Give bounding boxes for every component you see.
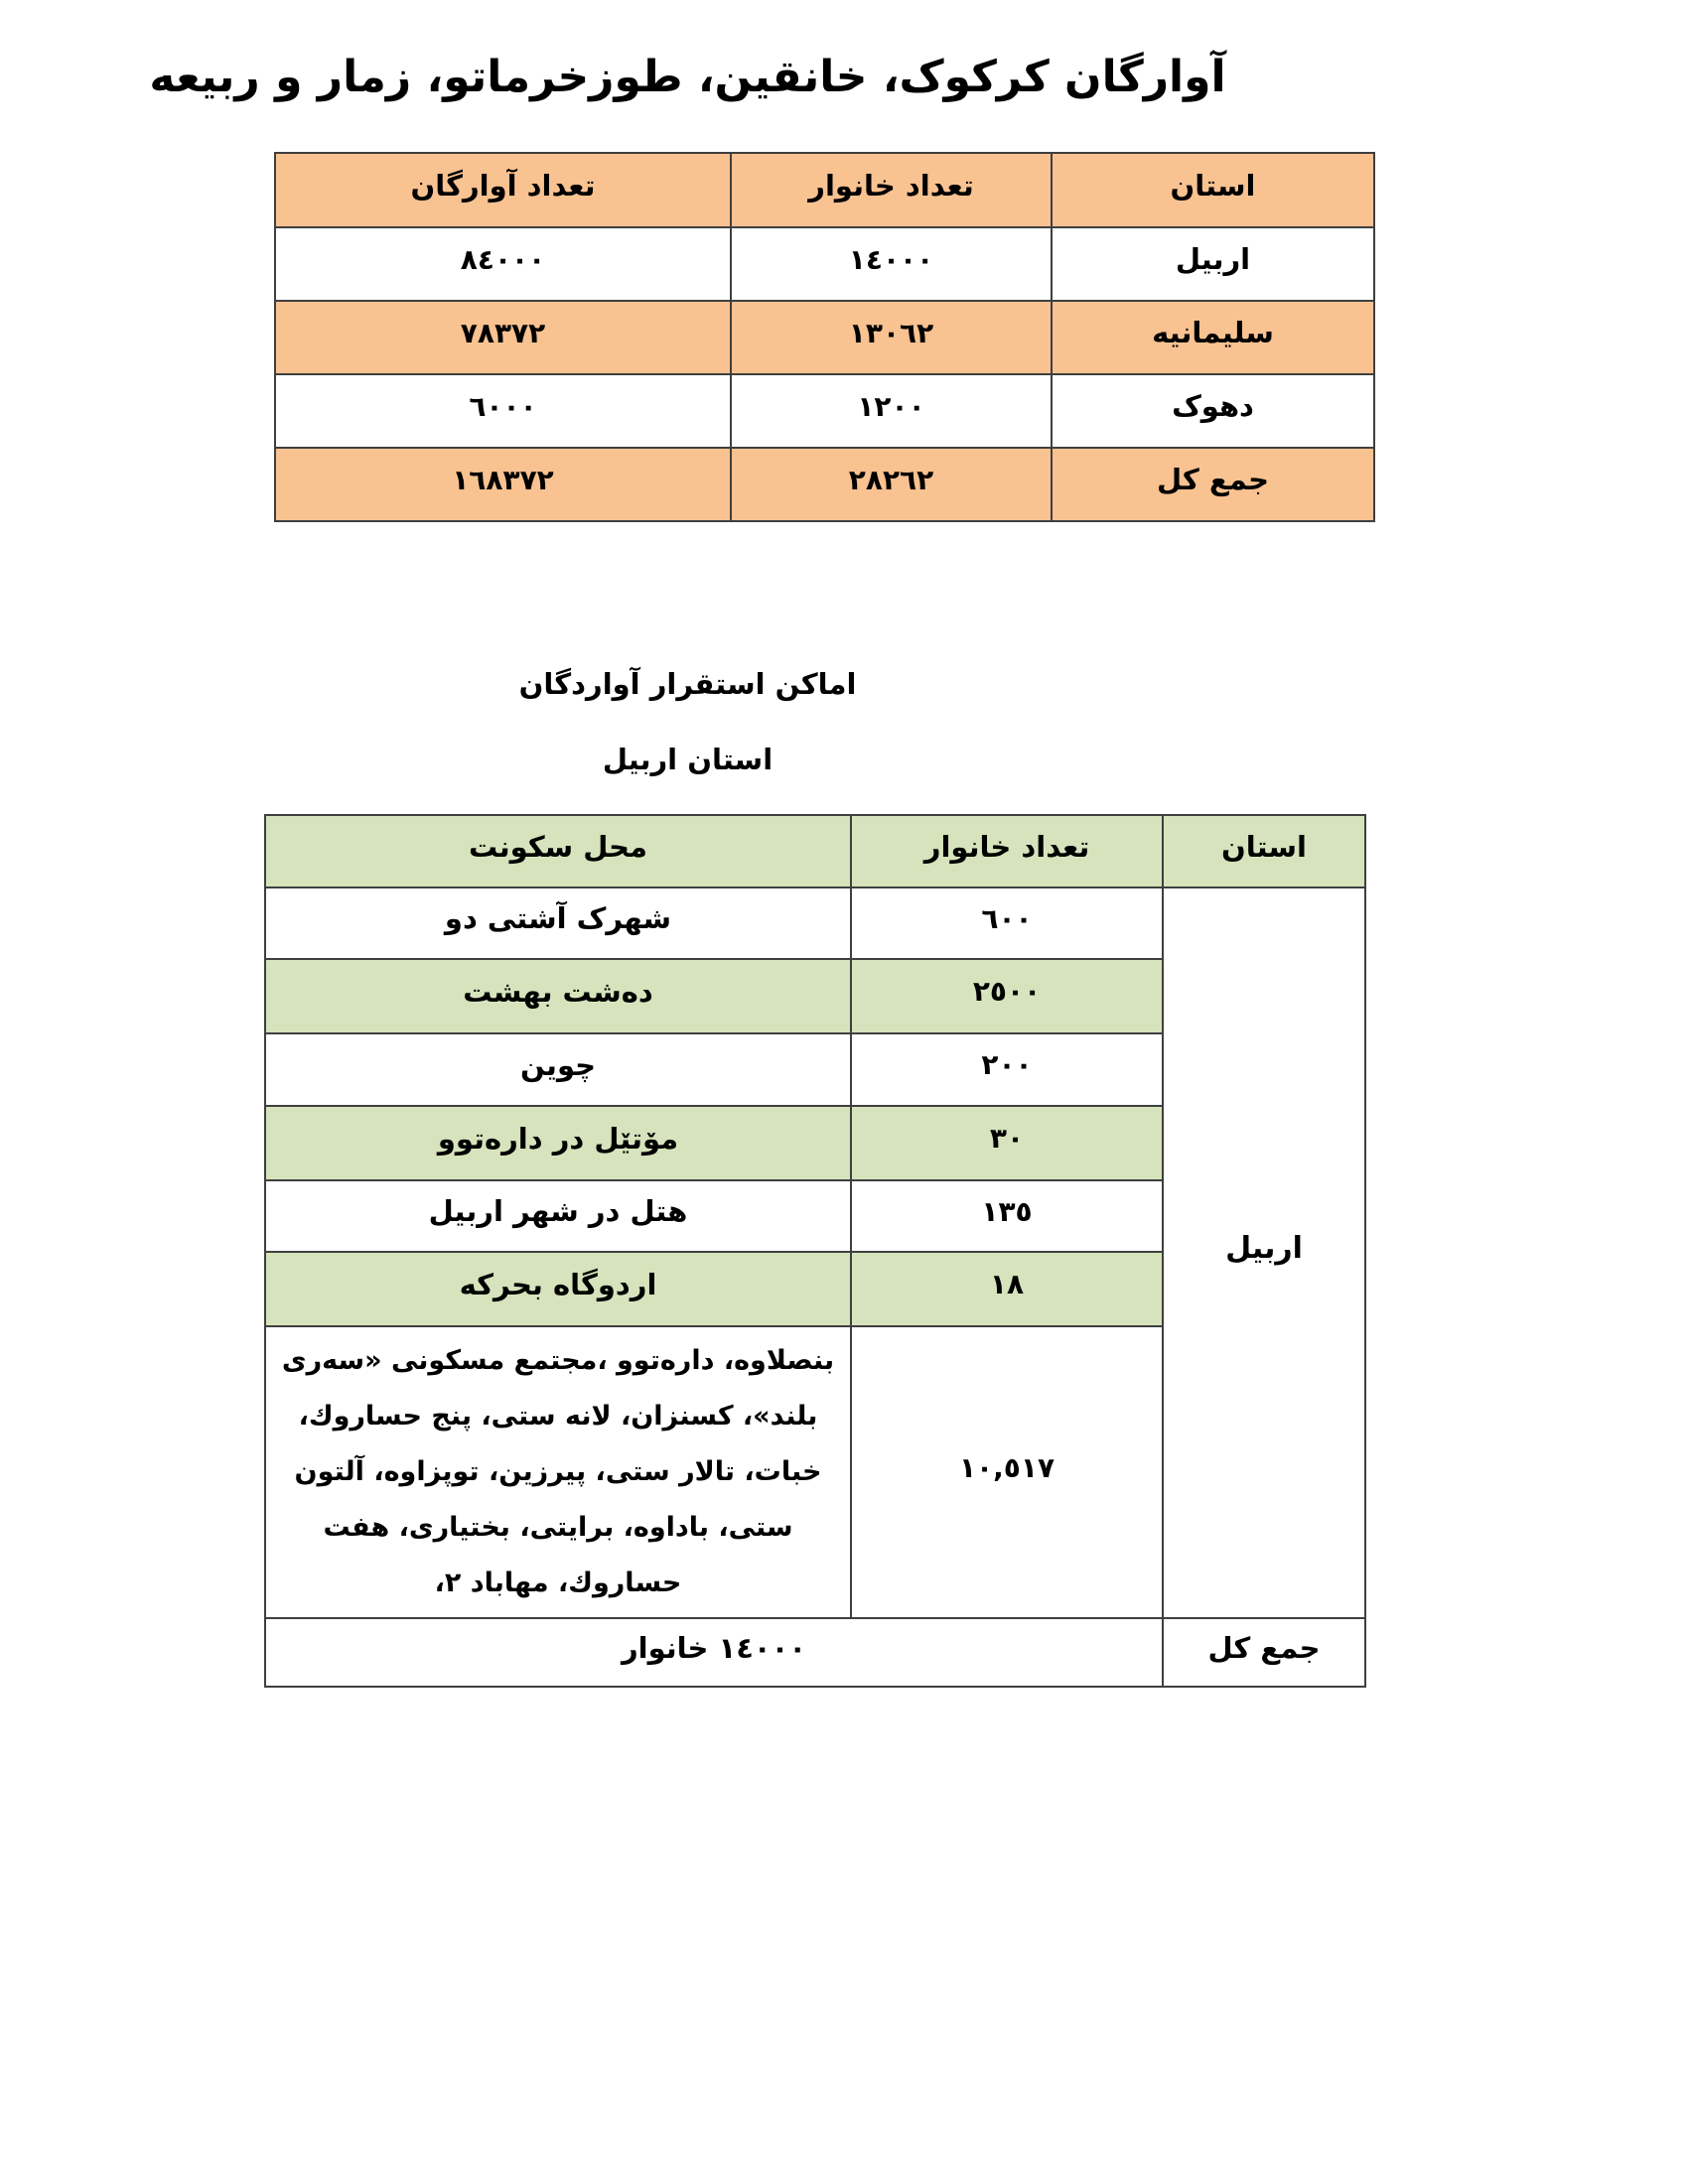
province-cell: اربیل	[1052, 227, 1374, 301]
page-title: آوارگان کرکوک، خانقین، طوزخرماتو، زمار و ربیعه	[149, 52, 1226, 102]
families-cell: ١٠,٥١٧	[851, 1326, 1163, 1618]
idps-total-cell: ١٦٨٣٧٢	[275, 448, 731, 521]
location-cell: اردوگاه بحرکه	[265, 1252, 851, 1326]
table-row	[265, 887, 1365, 959]
families-cell: ١٢٠٠	[731, 374, 1052, 448]
families-cell: ١٤٠٠٠	[731, 227, 1052, 301]
idps-cell: ٦٠٠٠	[275, 374, 731, 448]
location-cell: هتل در شهر اربیل	[265, 1180, 851, 1252]
families-cell: ٦٠٠	[851, 887, 1163, 959]
column-header-location: محل سکونت	[265, 815, 851, 887]
families-cell: ٣٠	[851, 1106, 1163, 1180]
families-cell: ١٣٠٦٢	[731, 301, 1052, 374]
families-cell: ٢٥٠٠	[851, 959, 1163, 1033]
idps-cell: ٧٨٣٧٢	[275, 301, 731, 374]
locations-header-row	[265, 815, 1365, 887]
province-cell: دهوک	[1052, 374, 1374, 448]
families-cell: ١٨	[851, 1252, 1163, 1326]
location-cell: مۆتێل در دارەتوو	[265, 1106, 851, 1180]
column-header-province: استان	[1052, 153, 1374, 227]
column-header-province: استان	[1163, 815, 1365, 887]
total-label-cell: جمع کل	[1052, 448, 1374, 521]
location-cell: چوین	[265, 1033, 851, 1106]
column-header-families: تعداد خانوار	[851, 815, 1163, 887]
families-total-cell: ٢٨٢٦٢	[731, 448, 1052, 521]
location-cell: دەشت بهشت	[265, 959, 851, 1033]
families-cell: ١٣٥	[851, 1180, 1163, 1252]
table-row	[275, 227, 1374, 301]
total-label-cell: جمع کل	[1163, 1618, 1365, 1687]
section-heading: اماکن استقرار آواردگان	[518, 667, 857, 701]
families-cell: ٢٠٠	[851, 1033, 1163, 1106]
province-cell: سلیمانیه	[1052, 301, 1374, 374]
column-header-families: تعداد خانوار	[731, 153, 1052, 227]
province-span-cell: اربیل	[1163, 887, 1365, 1618]
idp-summary-table	[274, 152, 1375, 522]
settlement-locations-table	[264, 814, 1366, 1688]
location-cell: شهرک آشتی دو	[265, 887, 851, 959]
summary-header-row	[275, 153, 1374, 227]
column-header-idps: تعداد آوارگان	[275, 153, 731, 227]
section-subheading: استان اربیل	[602, 743, 774, 776]
total-value-cell: ١٤٠٠٠ خانوار	[265, 1618, 1163, 1687]
total-row	[265, 1618, 1365, 1687]
idps-cell: ٨٤٠٠٠	[275, 227, 731, 301]
table-row	[275, 301, 1374, 374]
table-row	[275, 374, 1374, 448]
location-list-cell: بنصلاوه، دارەتوو ،مجتمع مسکونی «سەری بلند»، کسنزان، لانه ستی، پنج حساروك، خبات، تالار ستی، پیرزین، توپزاوه، آلتون ستی، باداوه، برایتی، بختیاری، هفت حساروك، مهاباد ٢،	[265, 1326, 851, 1618]
total-row	[275, 448, 1374, 521]
